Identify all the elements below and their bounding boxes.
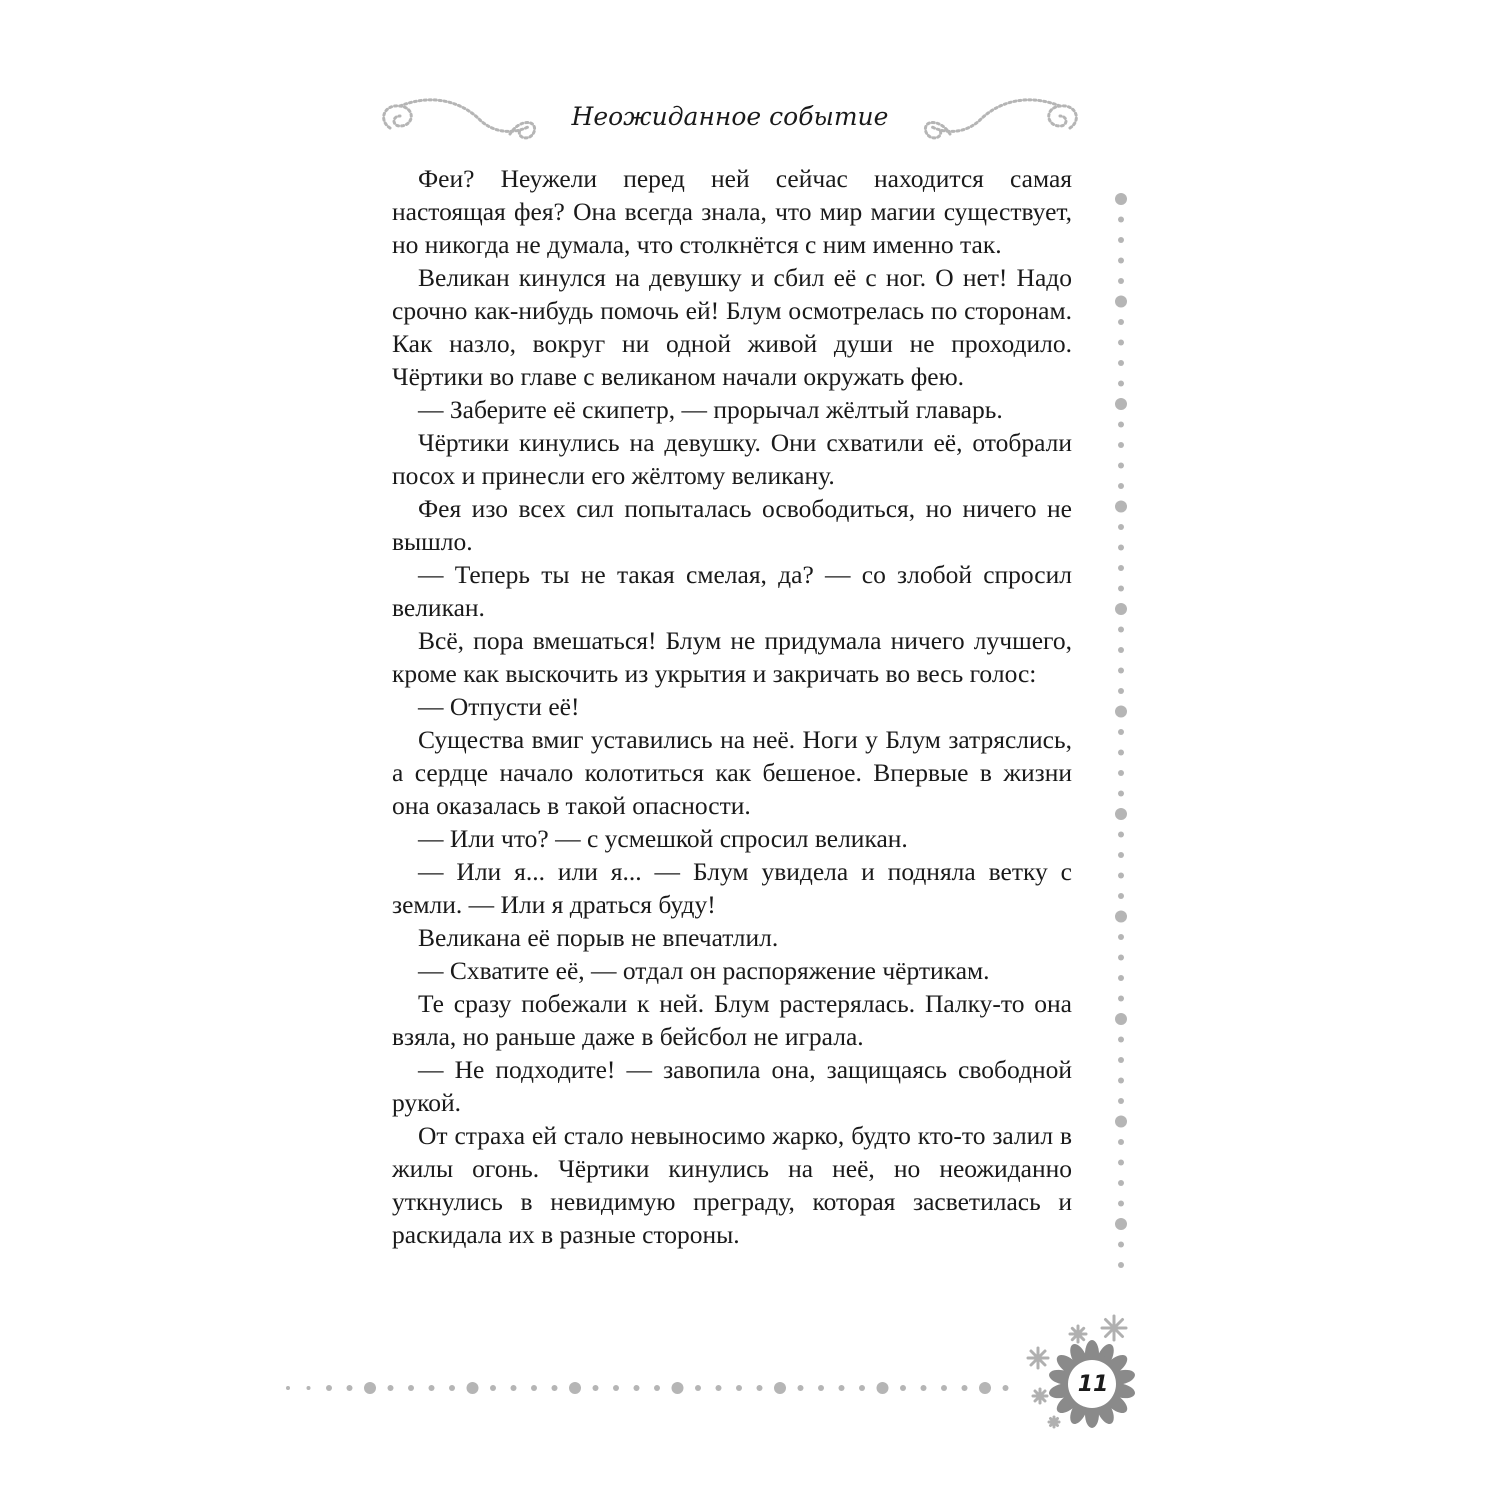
border-dot <box>1118 1262 1124 1268</box>
border-dot <box>1118 893 1124 899</box>
border-dot <box>364 1382 376 1394</box>
border-dot <box>1118 422 1124 428</box>
border-dot <box>1118 237 1124 243</box>
paragraph: — Заберите её скипетр, — прорычал жёлтый главарь. <box>418 395 1003 424</box>
border-dot <box>716 1385 722 1391</box>
border-dot <box>1118 729 1124 735</box>
border-dot <box>1118 770 1124 776</box>
paragraph: — Схватите её, — отдал он распоряжение чёртикам. <box>418 956 990 985</box>
border-dot <box>1118 1078 1124 1084</box>
border-dot <box>1118 463 1124 469</box>
border-dot <box>1118 524 1124 530</box>
paragraph: Великана её порыв не впечатлил. <box>418 923 779 952</box>
border-dot <box>654 1385 660 1391</box>
border-dot <box>449 1385 455 1391</box>
border-dot <box>1118 360 1124 366</box>
border-dot <box>1115 911 1127 923</box>
border-dot <box>1115 193 1127 205</box>
border-dot <box>1118 319 1124 325</box>
border-dot <box>1118 791 1124 797</box>
border-dot <box>736 1385 742 1391</box>
border-dot <box>1118 258 1124 264</box>
border-dot <box>672 1382 684 1394</box>
border-dot <box>1115 1218 1127 1230</box>
right-swirl-ornament-icon <box>920 90 1090 150</box>
border-dot <box>1115 603 1127 615</box>
border-dot <box>859 1385 865 1391</box>
bottom-dotted-border <box>282 1375 1022 1401</box>
border-dot <box>1118 1098 1124 1104</box>
border-dot <box>941 1385 947 1391</box>
border-dot <box>1118 586 1124 592</box>
border-dot <box>1118 996 1124 1002</box>
border-dot <box>839 1385 845 1391</box>
border-dot <box>1118 873 1124 879</box>
border-dot <box>408 1385 414 1391</box>
paragraph: От страха ей стало невыносимо жарко, будто кто-то залил в жилы огонь. Чёртики кинулись на неё, но неожиданно уткнулись в невидимую преграду, которая засветилась и раскидала их в разные стороны. <box>392 1121 1072 1249</box>
border-dot <box>757 1385 763 1391</box>
paragraph: Великан кинулся на девушку и сбил её с ног. О нет! Надо срочно как-нибудь помочь ей! Блум осмотрелась по сторонам. Как назло, вокруг ни одной живой души не проходило. Чёртики во главе с великаном начали окружать фею. <box>392 263 1072 391</box>
border-dot <box>1118 1160 1124 1166</box>
border-dot <box>1118 852 1124 858</box>
border-dot <box>1118 340 1124 346</box>
border-dot <box>1118 1180 1124 1186</box>
border-dot <box>1115 706 1127 718</box>
border-dot <box>1118 668 1124 674</box>
border-dot <box>1118 627 1124 633</box>
border-dot <box>695 1385 701 1391</box>
border-dot <box>774 1382 786 1394</box>
border-dot <box>1115 1116 1127 1128</box>
border-dot <box>1115 501 1127 513</box>
paragraph: Существа вмиг уставились на неё. Ноги у Блум затряслись, а сердце начало колотиться как бешеное. Впервые в жизни она оказалась в такой опасности. <box>392 725 1072 820</box>
border-dot <box>307 1386 311 1390</box>
border-dot <box>1118 1242 1124 1248</box>
border-dot <box>1118 278 1124 284</box>
border-dot <box>552 1385 558 1391</box>
paragraph: — Не подходите! — завопила она, защищаясь свободной рукой. <box>392 1055 1072 1117</box>
right-dotted-border <box>1108 185 1134 1275</box>
paragraph: — Или что? — с усмешкой спросил великан. <box>418 824 908 853</box>
border-dot <box>388 1385 394 1391</box>
border-dot <box>429 1385 435 1391</box>
border-dot <box>593 1385 599 1391</box>
border-dot <box>286 1386 290 1390</box>
border-dot <box>1118 483 1124 489</box>
border-dot <box>511 1385 517 1391</box>
paragraph: Те сразу побежали к ней. Блум растерялась. Палку-то она взяла, но раньше даже в бейсбол не играла. <box>392 989 1072 1051</box>
body-text <box>392 162 1072 1251</box>
border-dot <box>1118 832 1124 838</box>
running-header <box>370 90 1090 150</box>
border-dot <box>1118 975 1124 981</box>
border-dot <box>1115 296 1127 308</box>
border-dot <box>798 1385 804 1391</box>
border-dot <box>1118 688 1124 694</box>
border-dot <box>1118 545 1124 551</box>
paragraph: Чёртики кинулись на девушку. Они схватили её, отобрали посох и принесли его жёлтому великану. <box>392 428 1072 490</box>
border-dot <box>467 1382 479 1394</box>
paragraph: Феи? Неужели перед ней сейчас находится самая настоящая фея? Она всегда знала, что мир магии существует, но никогда не думала, что столкнётся с ним именно так. <box>392 164 1072 259</box>
border-dot <box>921 1385 927 1391</box>
paragraph: — Или я... или я... — Блум увидела и подняла ветку с земли. — Или я драться буду! <box>392 857 1072 919</box>
paragraph: Всё, пора вмешаться! Блум не придумала ничего лучшего, кроме как выскочить из укрытия и закричать во весь голос: <box>392 626 1072 688</box>
border-dot <box>1118 1201 1124 1207</box>
border-dot <box>1118 750 1124 756</box>
border-dot <box>1003 1385 1009 1391</box>
border-dot <box>1118 217 1124 223</box>
border-dot <box>1115 398 1127 410</box>
border-dot <box>1115 1013 1127 1025</box>
border-dot <box>347 1385 353 1391</box>
border-dot <box>979 1382 991 1394</box>
border-dot <box>1118 381 1124 387</box>
border-dot <box>613 1385 619 1391</box>
border-dot <box>1118 955 1124 961</box>
page-number: 11 <box>1077 1372 1109 1397</box>
border-dot <box>569 1382 581 1394</box>
border-dot <box>634 1385 640 1391</box>
border-dot <box>1118 442 1124 448</box>
paragraph: — Отпусти её! <box>418 692 580 721</box>
paragraph: — Теперь ты не такая смелая, да? — со злобой спросил великан. <box>392 560 1072 622</box>
border-dot <box>818 1385 824 1391</box>
border-dot <box>1118 1037 1124 1043</box>
border-dot <box>962 1385 968 1391</box>
border-dot <box>1118 565 1124 571</box>
border-dot <box>1118 934 1124 940</box>
border-dot <box>1115 808 1127 820</box>
border-dot <box>877 1382 889 1394</box>
border-dot <box>326 1385 332 1391</box>
border-dot <box>531 1385 537 1391</box>
paragraph: Фея изо всех сил попыталась освободиться, но ничего не вышло. <box>392 494 1072 556</box>
border-dot <box>1118 1139 1124 1145</box>
chapter-title: Неожиданное событие <box>571 102 889 131</box>
border-dot <box>490 1385 496 1391</box>
border-dot <box>1118 1057 1124 1063</box>
border-dot <box>1118 647 1124 653</box>
border-dot <box>900 1385 906 1391</box>
